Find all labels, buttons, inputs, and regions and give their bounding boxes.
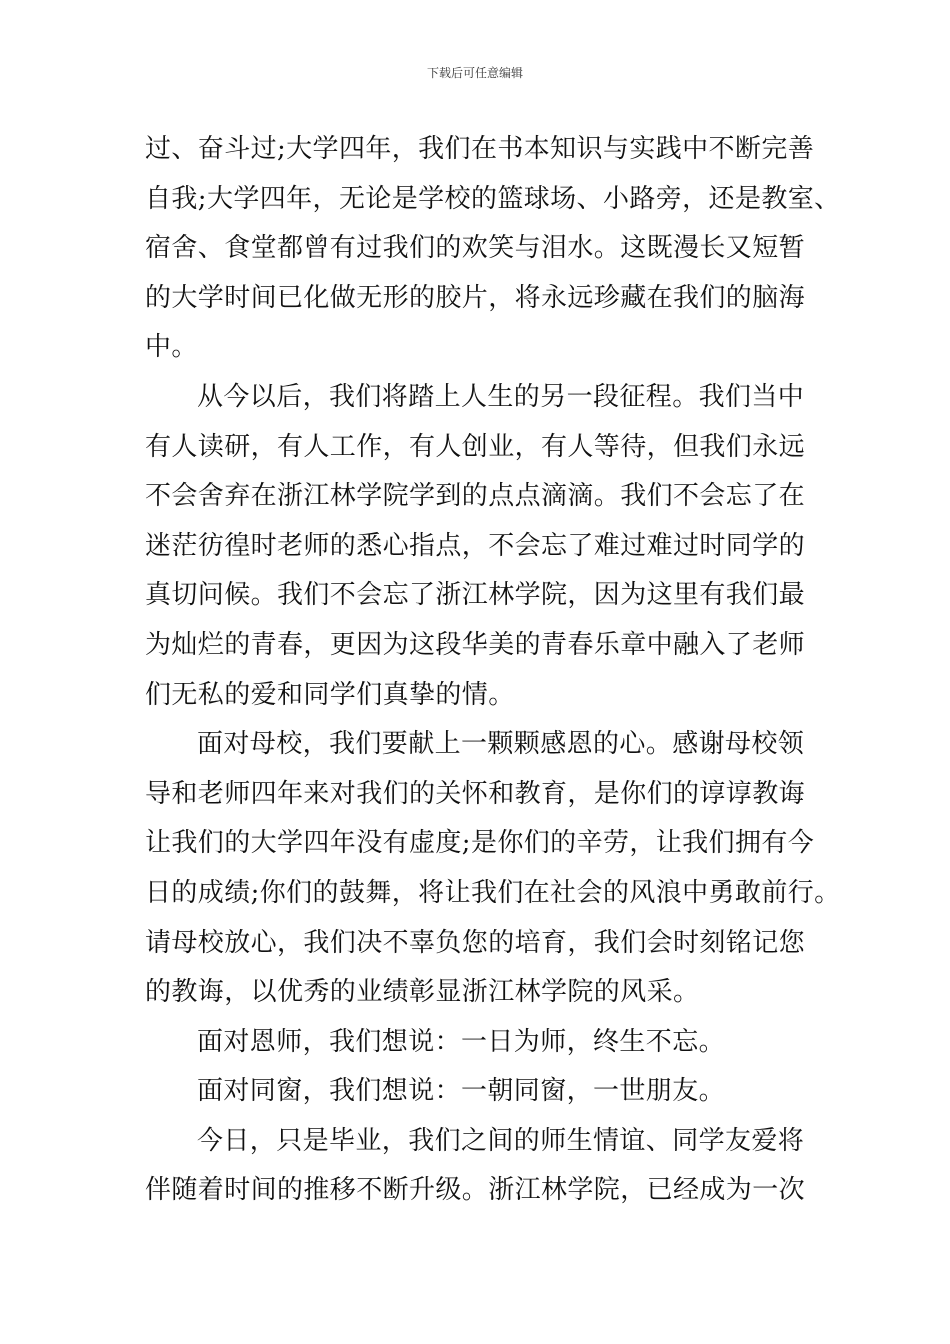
text-line: 的教诲，以优秀的业绩彰显浙江林学院的风采。 (145, 977, 700, 1008)
text-line: 过、奋斗过;大学四年，我们在书本知识与实践中不断完善 (145, 134, 815, 164)
page-header: 下载后可任意编辑 (426, 66, 523, 80)
paragraph-first-line: 今日，只是毕业，我们之间的师生情谊、同学友爱将 (197, 1125, 805, 1156)
text-line: 中。 (145, 332, 198, 363)
text-line: 为灿烂的青春，更因为这段华美的青春乐章中融入了老师 (145, 629, 806, 660)
text-line: 请母校放心，我们决不辜负您的培育，我们会时刻铭记您 (145, 927, 806, 958)
text-line: 自我;大学四年，无论是学校的篮球场、小路旁，还是教室、 (145, 183, 841, 214)
text-line: 不会舍弃在浙江林学院学到的点点滴滴。我们不会忘了在 (145, 481, 806, 512)
text-line: 的大学时间已化做无形的胶片，将永远珍藏在我们的脑海 (145, 282, 806, 313)
text-line: 们无私的爱和同学们真挚的情。 (145, 679, 515, 710)
text-line: 导和老师四年来对我们的关怀和教育，是你们的谆谆教诲 (145, 778, 806, 809)
text-line: 日的成绩;你们的鼓舞，将让我们在社会的风浪中勇敢前行。 (145, 877, 841, 908)
text-line: 迷茫彷徨时老师的悉心指点，不会忘了难过难过时同学的 (145, 530, 806, 561)
text-line: 宿舍、食堂都曾有过我们的欢笑与泪水。这既漫长又短暂 (145, 233, 806, 264)
paragraph-first-line: 面对同窗，我们想说：一朝同窗，一世朋友。 (197, 1076, 726, 1107)
text-line: 真切问候。我们不会忘了浙江林学院，因为这里有我们最 (145, 580, 806, 611)
document-body (145, 125, 845, 1216)
paragraph-first-line: 面对恩师，我们想说：一日为师，终生不忘。 (197, 1026, 726, 1057)
text-line: 伴随着时间的推移不断升级。浙江林学院，已经成为一次 (145, 1175, 806, 1206)
paragraph-first-line: 从今以后，我们将踏上人生的另一段征程。我们当中 (197, 381, 805, 412)
text-line: 有人读研，有人工作，有人创业，有人等待，但我们永远 (145, 431, 806, 462)
text-line: 让我们的大学四年没有虚度;是你们的辛劳，让我们拥有今 (145, 828, 815, 859)
paragraph-first-line: 面对母校，我们要献上一颗颗感恩的心。感谢母校领 (197, 729, 805, 760)
